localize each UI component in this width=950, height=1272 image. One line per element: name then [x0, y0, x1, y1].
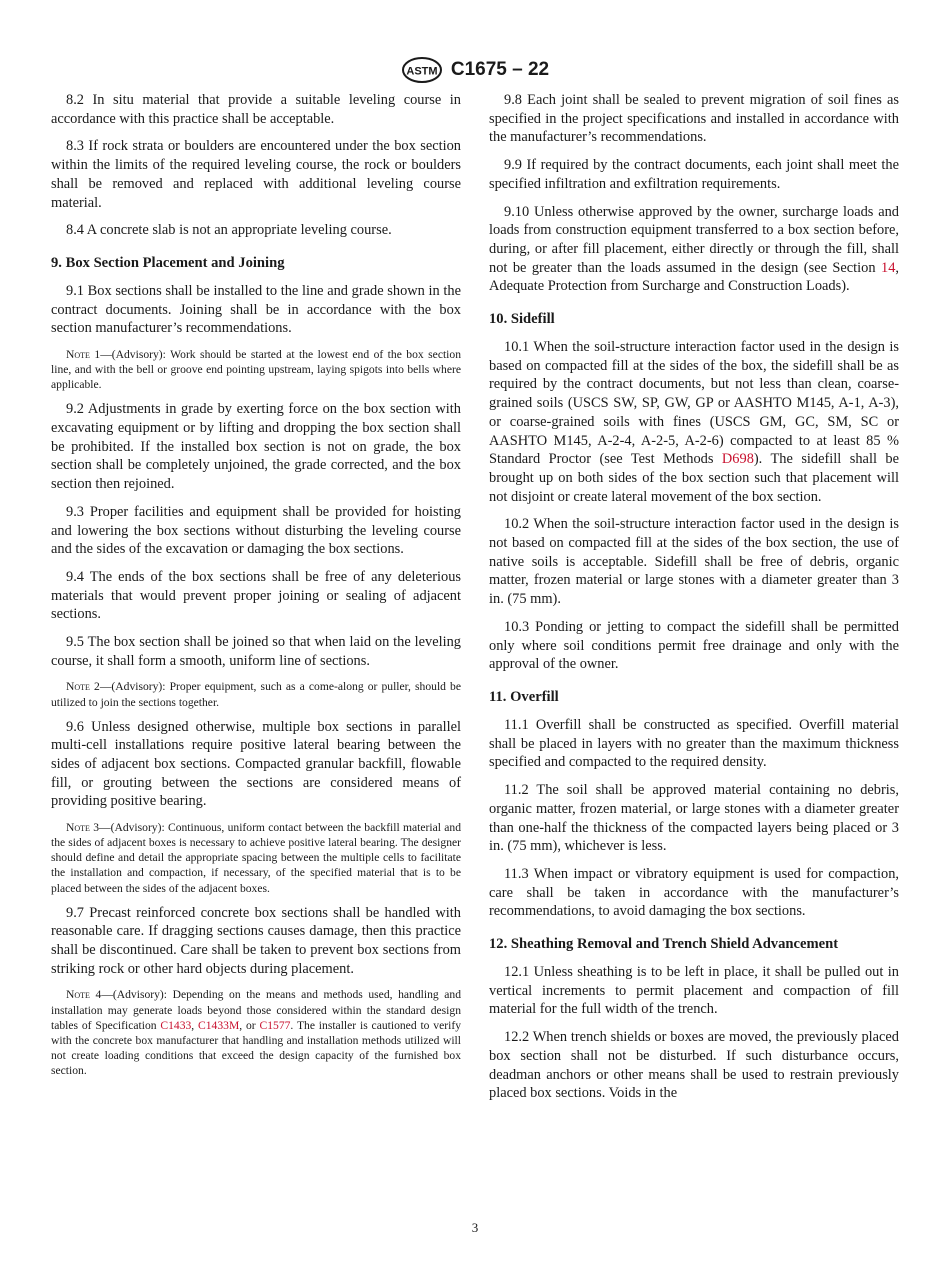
paragraph-10-2: 10.2 When the soil-structure interaction factor used in the design is not based on compacted fill at the sides of the box section, the use of native soils is acceptable. Sidefill shall be free of debris, organic matter, frozen material or large stones with a diameter greater than 3 in. (75 mm).	[489, 516, 899, 608]
paragraph-9-5: 9.5 The box section shall be joined so that when laid on the leveling course, it shall form a smooth, uniform line of sections.	[51, 634, 461, 669]
page-header	[0, 56, 950, 84]
paragraph-11-1: 11.1 Overfill shall be constructed as specified. Overfill material shall be placed in layers with no greater than the maximum thickness specified and compacted to the required density.	[489, 716, 899, 771]
paragraph-10-1-post: ). The sidefill shall be brought up on both sides of the box section such that placement will not disjoint or create lateral movement of the box section.	[489, 451, 899, 505]
paragraph-9-10-post: , Adequate Protection from Surcharge and Construction Loads).	[489, 259, 899, 295]
ref-link-section-14[interactable]: 14	[881, 259, 896, 276]
section-11-heading: 11. Overfill	[489, 688, 559, 705]
paragraph-9-1: 9.1 Box sections shall be installed to the line and grade shown in the contract documents. Joining shall be in accordance with the box section manufacturer’s recommendations.	[51, 282, 461, 337]
right-column	[489, 91, 899, 1112]
note-1	[51, 347, 461, 392]
paragraph-9-4: 9.4 The ends of the box sections shall be free of any deleterious materials that would prevent proper joining or sealing of adjacent sections.	[51, 568, 461, 623]
paragraph-9-2: 9.2 Adjustments in grade by exerting force on the box section with excavating equipment or by lifting and dropping the box section shall be prohibited. If the installed box section is not on grade, the box section shall be completely unjoined, the grade corrected, and the box section then rejoined.	[51, 401, 461, 493]
note-4-sep-1: ,	[191, 1018, 199, 1032]
paragraph-10-3: 10.3 Ponding or jetting to compact the sidefill shall be permitted only where soil conditions permit free drainage and only with the approval of the owner.	[489, 618, 899, 673]
note-2-text: —(Advisory): Proper equipment, such as a come-along or puller, should be utilized to join the sections together.	[51, 680, 462, 709]
paragraph-9-9: 9.9 If required by the contract documents, each joint shall meet the specified infiltration and exfiltration requirements.	[489, 157, 899, 192]
paragraph-8-4: 8.4 A concrete slab is not an appropriate leveling course.	[66, 222, 392, 239]
note-2-label: Note 2	[66, 680, 100, 694]
page-number: 3	[471, 1220, 479, 1235]
logo-text: ASTM	[406, 65, 438, 78]
paragraph-9-7: 9.7 Precast reinforced concrete box sections shall be handled with reasonable care. If dragging sections causes damage, then this practice shall be discontinued. Care shall be taken to prevent box sections from striking rock or other hard objects during placement.	[51, 904, 461, 977]
note-2	[51, 679, 461, 709]
note-4-text-pre: —(Advisory): Depending on the means and methods used, handling and installation may generate loads beyond those considered within the standard design tables of Specification	[51, 988, 461, 1032]
ref-link-d698[interactable]: D698	[721, 451, 754, 468]
paragraph-9-3: 9.3 Proper facilities and equipment shall be provided for hoisting and lowering the box sections without disturbing the leveling course and the sides of the excavation or damaging the box sections.	[51, 503, 461, 558]
section-9-heading: 9. Box Section Placement and Joining	[51, 254, 285, 271]
note-1-text: —(Advisory): Work should be started at the lowest end of the box section line, and with the bell or groove end pointing upstream, laying spigots into bells where applicable.	[51, 348, 461, 392]
note-4-sep-2: , or	[239, 1018, 260, 1032]
note-1-label: Note 1	[66, 348, 101, 362]
paragraph-12-1: 12.1 Unless sheathing is to be left in place, it shall be pulled out in vertical increments to permit placement and compaction of fill material for the full width of the trench.	[489, 964, 899, 1018]
section-12-heading: 12. Sheathing Removal and Trench Shield Advancement	[489, 936, 839, 953]
note-3	[51, 820, 461, 895]
astm-logo	[401, 56, 443, 84]
paragraph-12-2: 12.2 When trench shields or boxes are moved, the previously placed box section shall not be disturbed. If such disturbance occurs, deadman anchors or other means shall be used to restrain previously placed box sections. Voids in the	[489, 1029, 899, 1102]
note-4-label: Note 4	[66, 988, 102, 1002]
paragraph-11-3: 11.3 When impact or vibratory equipment is used for compaction, care shall be taken in accordance with the manufacturer’s recommendations, to avoid damaging the box sections.	[489, 865, 899, 920]
paragraph-9-8: 9.8 Each joint shall be sealed to prevent migration of soil fines as specified in the project specifications and installed in accordance with the manufacturer’s recommendations.	[489, 92, 899, 146]
paragraph-10-1-pre: 10.1 When the soil-structure interaction factor used in the design is based on compacted fill at the sides of the box, the sidefill shall be as required by the contract documents, but not less than clean, coarse-grained soils (USCS SW, SP, GW, GP or AASHTO M145, A-1, A-3), or coarse-grained soils with fines (USCS GM, GC, SM, SC or AASHTO M145, A-2-4, A-2-5, A-2-6) compacted to at least 85 % Standard Proctor (see Test Methods	[489, 339, 899, 468]
paragraph-10-1	[489, 338, 899, 506]
paragraph-8-2: 8.2 In situ material that provide a suitable leveling course in accordance with this practice shall be acceptable.	[51, 92, 461, 127]
paragraph-9-10-pre: 9.10 Unless otherwise approved by the owner, surcharge loads and loads from construction equipment transferred to a box section before, during, or after fill placement, either directly or through the fill, shall not be greater than the loads assumed in the design (see Section	[489, 203, 899, 276]
section-10-heading: 10. Sidefill	[489, 311, 555, 328]
paragraph-9-6: 9.6 Unless designed otherwise, multiple box sections in parallel multi-cell installations require positive lateral bearing between the sides of adjacent box sections. Compacted granular backfill, flowable fill, or grouting between the sections are considered means of providing positive bearing.	[51, 718, 461, 810]
paragraph-8-3: 8.3 If rock strata or boulders are encountered under the box section within the limits of the required leveling course, the rock or boulders shall be removed and replaced with additional leveling course material.	[51, 138, 461, 211]
note-3-text: —(Advisory): Continuous, uniform contact between the backfill material and the sides of adjacent boxes is necessary to achieve positive lateral bearing. The designer should define and detail the appropriate spacing between the multiple cells to facilitate the installation and compaction, if necessary, of the specified material that is to be placed between the sides of the adjacent boxes.	[51, 821, 461, 895]
standard-designation: C1675 – 22	[450, 59, 550, 80]
note-4	[51, 987, 461, 1078]
paragraph-11-2: 11.2 The soil shall be approved material containing no debris, organic matter, frozen material, or large stones with a diameter greater than one-half the thickness of the compacted layers being placed or 3 in. (75 mm), whichever is less.	[489, 782, 899, 855]
ref-link-c1433m[interactable]: C1433M	[198, 1018, 240, 1032]
left-column	[51, 91, 461, 1086]
paragraph-9-10	[489, 203, 899, 297]
ref-link-c1577[interactable]: C1577	[259, 1018, 291, 1032]
ref-link-c1433[interactable]: C1433	[160, 1018, 192, 1032]
note-4-text-post: . The installer is cautioned to verify with the concrete box manufacturer that handling and installation methods utilized will not create loading conditions that exceed the design capacity of the furnished box section.	[51, 1018, 461, 1077]
note-3-label: Note 3	[66, 821, 99, 835]
